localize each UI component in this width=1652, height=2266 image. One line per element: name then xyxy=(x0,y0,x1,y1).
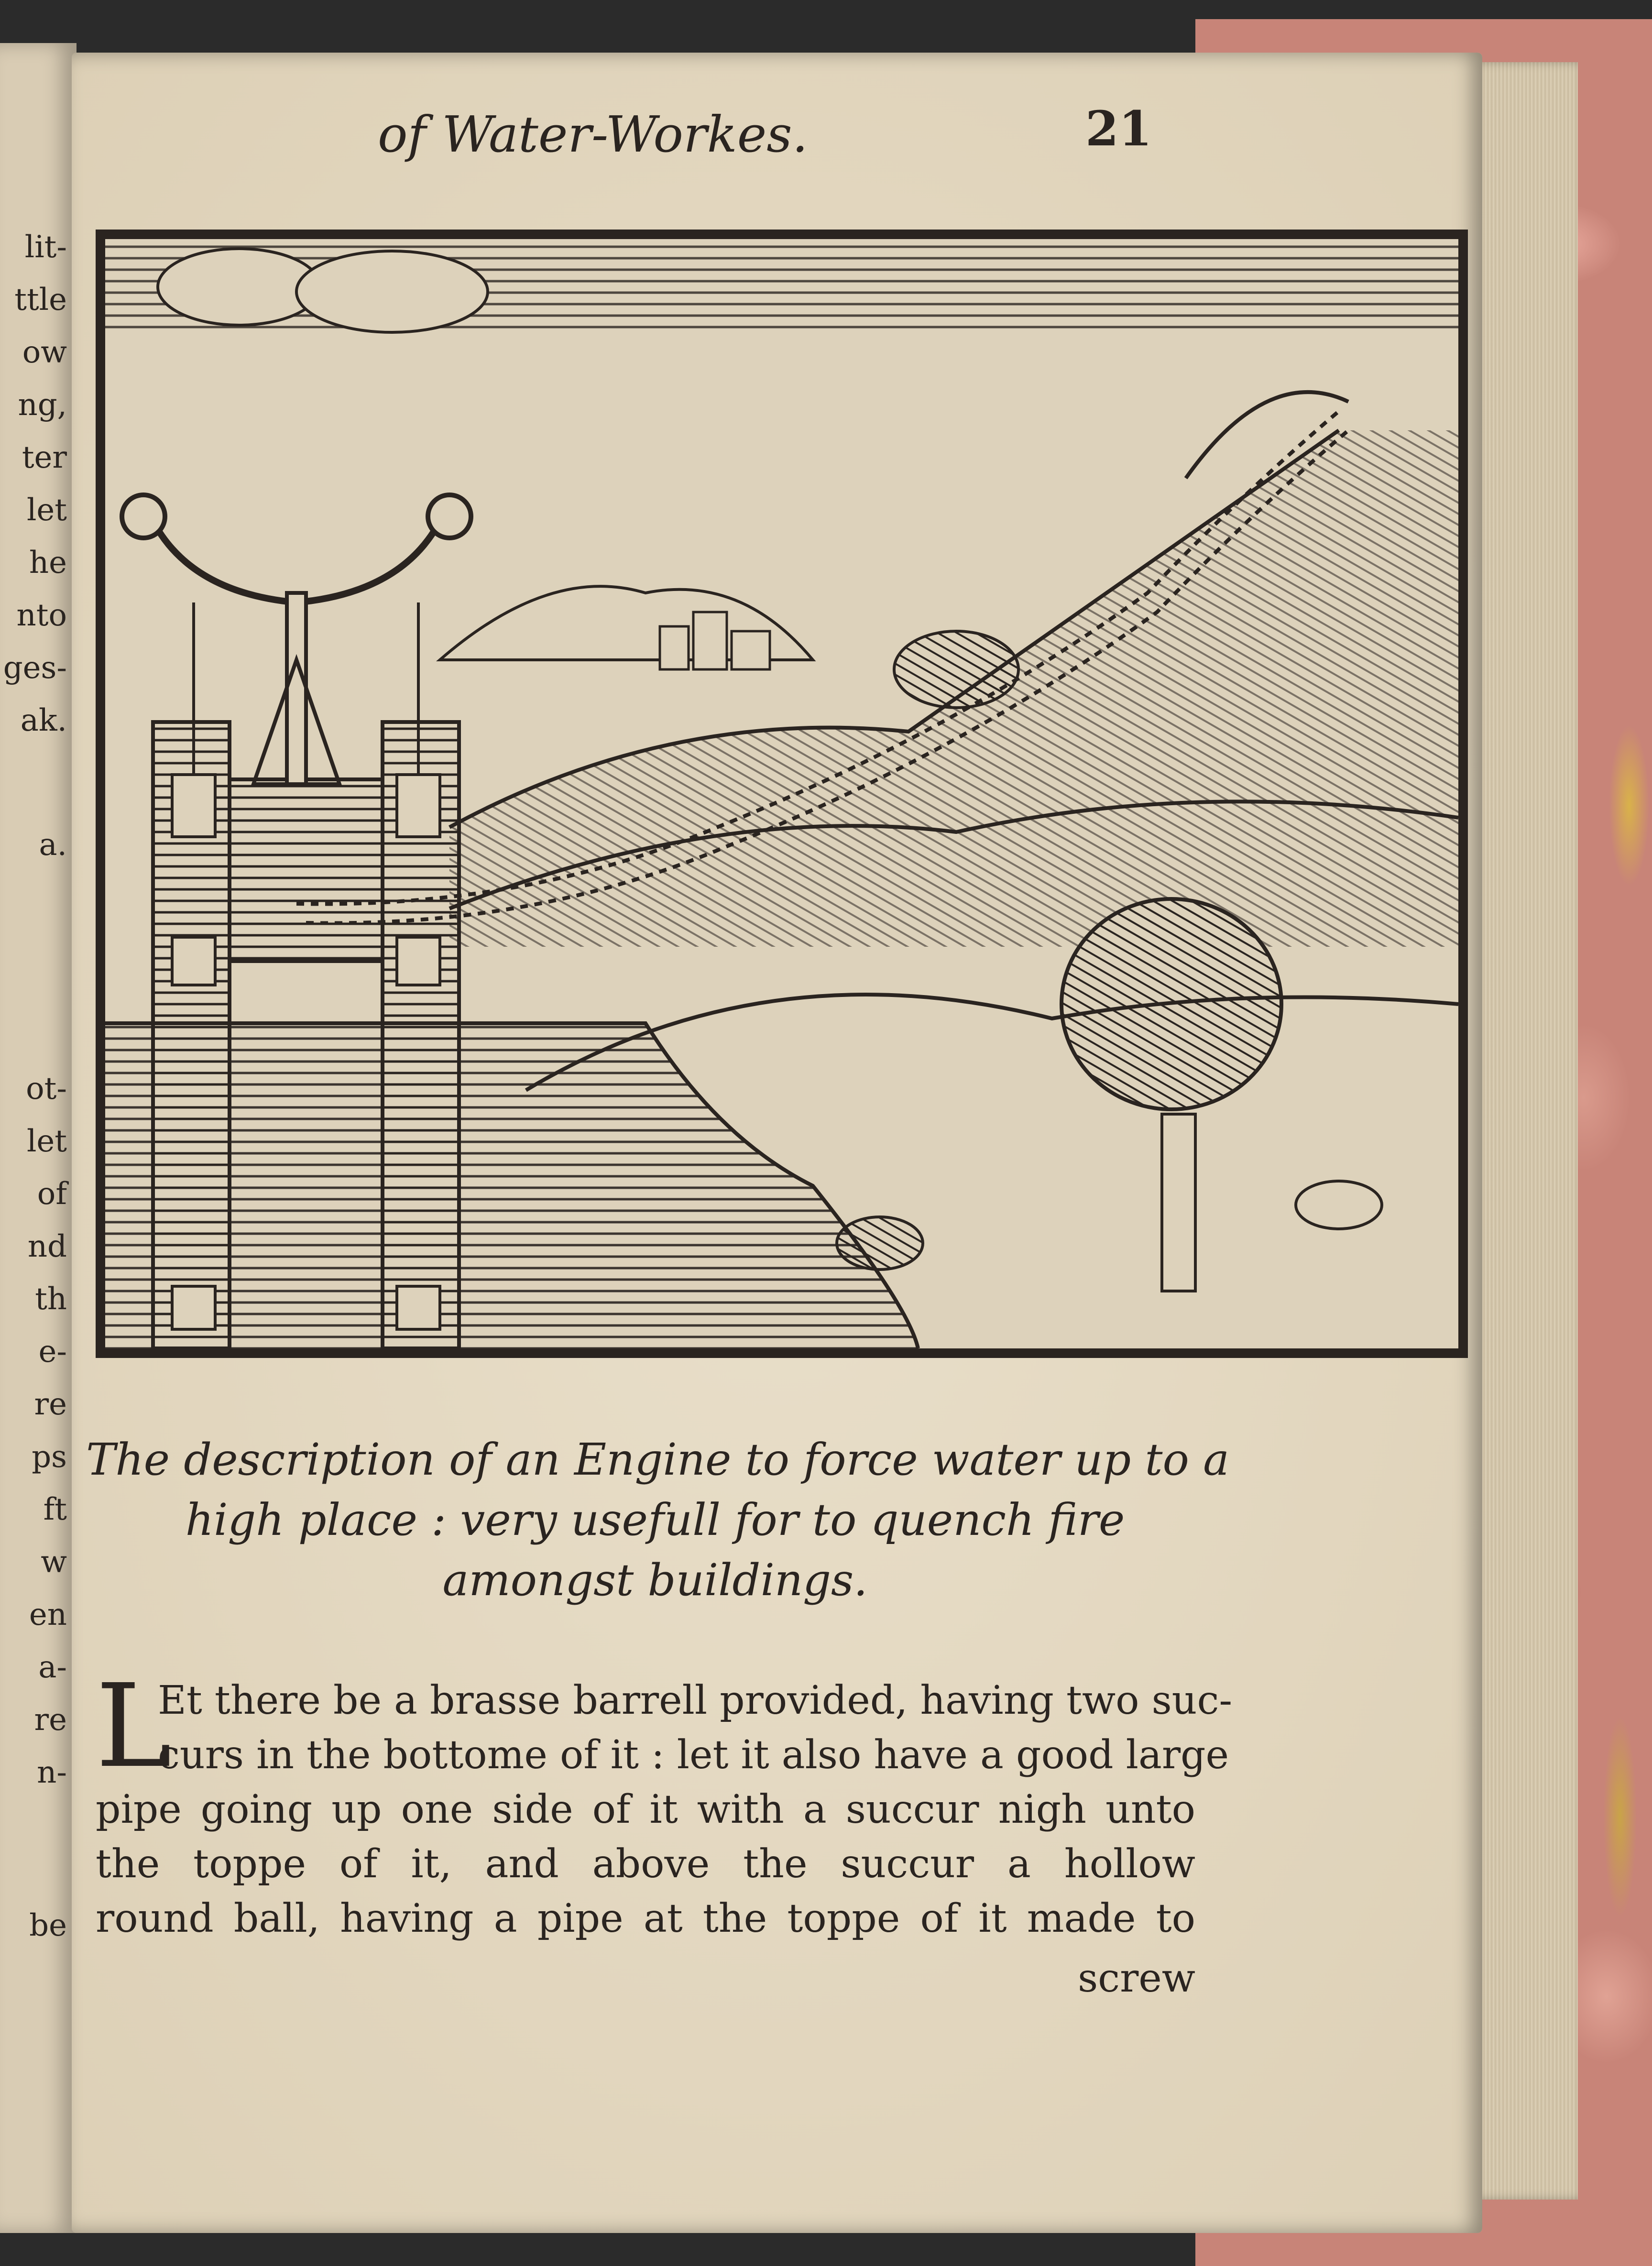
left-text-fragment: a- xyxy=(38,1650,67,1685)
catchword: screw xyxy=(1078,1956,1195,2001)
body-line: the toppe of it, and above the succur a hollow xyxy=(96,1841,1195,1887)
left-text-fragment: ps xyxy=(32,1439,67,1475)
running-title: of Water-Workes. xyxy=(378,105,808,164)
left-text-fragment: let xyxy=(26,1124,67,1159)
left-text-fragment: en xyxy=(29,1597,67,1632)
left-text-fragment: ter xyxy=(22,440,67,475)
left-text-fragment: ges- xyxy=(3,650,67,686)
drop-capital: L xyxy=(96,1659,172,1793)
caption-line: The description of an Engine to force water up to a xyxy=(86,1434,1229,1485)
left-page-fragment xyxy=(0,43,77,2233)
left-text-fragment: nto xyxy=(16,598,67,633)
left-text-fragment: n- xyxy=(37,1755,67,1790)
left-text-fragment: nd xyxy=(27,1229,67,1264)
left-text-fragment: be xyxy=(29,1908,67,1943)
left-text-fragment: ttle xyxy=(14,282,67,317)
left-text-fragment: re xyxy=(34,1387,67,1422)
running-head xyxy=(306,96,1152,182)
left-text-fragment: ak. xyxy=(20,703,67,738)
body-text xyxy=(96,1659,1233,1946)
left-text-fragment: of xyxy=(37,1176,67,1212)
left-text-fragment: e- xyxy=(38,1334,67,1369)
left-text-fragment: lit- xyxy=(24,230,67,265)
left-text-fragment: ow xyxy=(22,335,67,370)
left-text-fragment: ft xyxy=(43,1492,67,1527)
caption-line: high place : very usefull for to quench fire xyxy=(185,1494,1125,1545)
body-line: Et there be a brasse barrell provided, having two suc- xyxy=(158,1678,1233,1723)
left-text-fragment: let xyxy=(26,493,67,528)
body-line: curs in the bottome of it : let it also have a good large xyxy=(158,1732,1229,1778)
water-engine-woodcut xyxy=(96,230,1468,1358)
left-text-fragment: ng, xyxy=(18,387,67,423)
left-text-fragment: th xyxy=(35,1281,67,1317)
caption-line: amongst buildings. xyxy=(442,1554,868,1606)
left-text-fragment: re xyxy=(34,1702,67,1738)
body-line: pipe going up one side of it with a succur nigh unto xyxy=(96,1787,1195,1832)
woodcut-illustration xyxy=(96,230,1468,1358)
illustration-caption xyxy=(86,1430,1229,1610)
left-text-fragment: he xyxy=(29,545,67,580)
page-number: 21 xyxy=(1085,100,1152,157)
left-text-fragment: w xyxy=(41,1544,67,1580)
left-text-fragment: a. xyxy=(39,827,67,863)
body-line: round ball, having a pipe at the toppe of it made to xyxy=(96,1896,1195,1941)
left-text-fragment: ot- xyxy=(26,1071,67,1106)
